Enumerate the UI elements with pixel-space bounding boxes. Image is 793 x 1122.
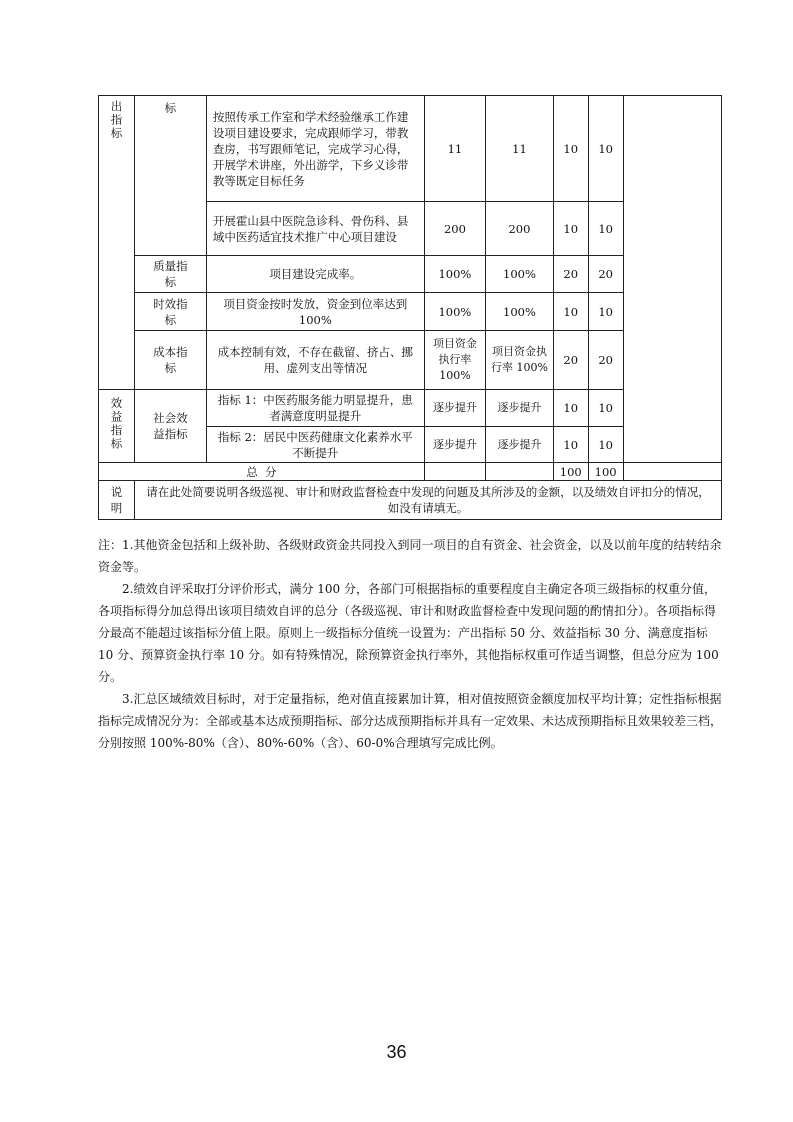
actual-value: 项目资金执行率 100% bbox=[486, 331, 554, 390]
target-value: 100% bbox=[424, 256, 485, 293]
weight-value: 10 bbox=[553, 293, 588, 331]
level2-quantity-cell: 标 bbox=[134, 96, 206, 256]
target-value: 100% bbox=[424, 293, 485, 331]
level2-timeliness-cell: 时效指标 bbox=[134, 293, 206, 331]
indicator-desc: 开展霍山县中医院急诊科、骨伤科、县域中医药适宜技术推广中心项目建设 bbox=[206, 202, 424, 256]
level2-cost-cell: 成本指标 bbox=[134, 331, 206, 390]
remarks-cell bbox=[623, 96, 721, 463]
level1-output-cell: 出指标 bbox=[99, 96, 135, 390]
level2-social-benefit-cell: 社会效益指标 bbox=[134, 390, 206, 463]
actual-value: 100% bbox=[486, 256, 554, 293]
total-row bbox=[99, 463, 722, 481]
target-value: 逐步提升 bbox=[424, 427, 485, 463]
score-value: 20 bbox=[588, 331, 623, 390]
weight-value: 10 bbox=[553, 202, 588, 256]
notes-section bbox=[98, 534, 722, 754]
empty-cell bbox=[486, 463, 554, 481]
indicator-desc: 项目资金按时发放，资金到位率达到 100% bbox=[206, 293, 424, 331]
actual-value: 逐步提升 bbox=[486, 390, 554, 427]
total-score: 100 bbox=[588, 463, 623, 481]
page-number: 36 bbox=[386, 1042, 407, 1062]
note-2: 2.绩效自评采取打分评价形式，满分 100 分，各部门可根据指标的重要程度自主确定各项三级指标的权重分值，各项指标得分加总得出该项目绩效自评的总分（各级巡视、审计和财政监督检查中发现问题的酌情扣分）。各项指标得分最高不能超过该指标分值上限。原则上一级指标分值统一设置为：产出指标 50 分、效益指标 30 分、满意度指标 10 分、预算资金执行率 10 分。如有特殊情况，除预算资金执行率外，其他指标权重可作适当调整，但总分应为 100 分。 bbox=[98, 582, 719, 684]
indicator-desc: 项目建设完成率。 bbox=[206, 256, 424, 293]
score-value: 10 bbox=[588, 96, 623, 202]
actual-value: 100% bbox=[486, 293, 554, 331]
empty-cell bbox=[424, 463, 485, 481]
total-label: 总 分 bbox=[99, 463, 425, 481]
score-value: 10 bbox=[588, 293, 623, 331]
level2-quality-cell: 质量指标 bbox=[134, 256, 206, 293]
weight-value: 10 bbox=[553, 427, 588, 463]
target-value: 11 bbox=[424, 96, 485, 202]
weight-value: 10 bbox=[553, 96, 588, 202]
table-row bbox=[99, 96, 722, 202]
target-value: 200 bbox=[424, 202, 485, 256]
performance-table bbox=[98, 95, 722, 520]
indicator-desc: 按照传承工作室和学术经验继承工作建设项目建设要求，完成跟师学习，带教查房，书写跟师笔记，完成学习心得，开展学术讲座，外出游学，下乡义诊带教等既定目标任务 bbox=[206, 96, 424, 202]
indicator-desc: 成本控制有效，不存在截留、挤占、挪用、虚列支出等情况 bbox=[206, 331, 424, 390]
explanation-label: 说明 bbox=[99, 481, 135, 520]
score-value: 20 bbox=[588, 256, 623, 293]
target-value: 项目资金执行率 100% bbox=[424, 331, 485, 390]
total-weight: 100 bbox=[553, 463, 588, 481]
indicator-desc: 指标 1：中医药服务能力明显提升，患者满意度明显提升 bbox=[206, 390, 424, 427]
level1-benefit-cell: 效益指标 bbox=[99, 390, 135, 463]
explanation-text: 请在此处简要说明各级巡视、审计和财政监督检查中发现的问题及其所涉及的金额，以及绩效自评扣分的情况，如没有请填无。 bbox=[134, 481, 721, 520]
empty-cell bbox=[623, 463, 721, 481]
weight-value: 10 bbox=[553, 390, 588, 427]
actual-value: 200 bbox=[486, 202, 554, 256]
score-value: 10 bbox=[588, 390, 623, 427]
indicator-desc: 指标 2：居民中医药健康文化素养水平不断提升 bbox=[206, 427, 424, 463]
note-1: 注：1.其他资金包括和上级补助、各级财政资金共同投入到同一项目的自有资金、社会资金，以及以前年度的结转结余资金等。 bbox=[98, 538, 722, 574]
note-3: 3.汇总区域绩效目标时，对于定量指标，绝对值直接累加计算，相对值按照资金额度加权平均计算；定性指标根据指标完成情况分为：全部或基本达成预期指标、部分达成预期指标并具有一定效果、未达成预期指标且效果较差三档，分别按照 100%-80%（含）、80%-60%（含）、60-0%合理填写完成比例。 bbox=[98, 692, 723, 750]
actual-value: 逐步提升 bbox=[486, 427, 554, 463]
actual-value: 11 bbox=[486, 96, 554, 202]
weight-value: 20 bbox=[553, 256, 588, 293]
score-value: 10 bbox=[588, 202, 623, 256]
weight-value: 20 bbox=[553, 331, 588, 390]
explanation-row bbox=[99, 481, 722, 520]
score-value: 10 bbox=[588, 427, 623, 463]
target-value: 逐步提升 bbox=[424, 390, 485, 427]
